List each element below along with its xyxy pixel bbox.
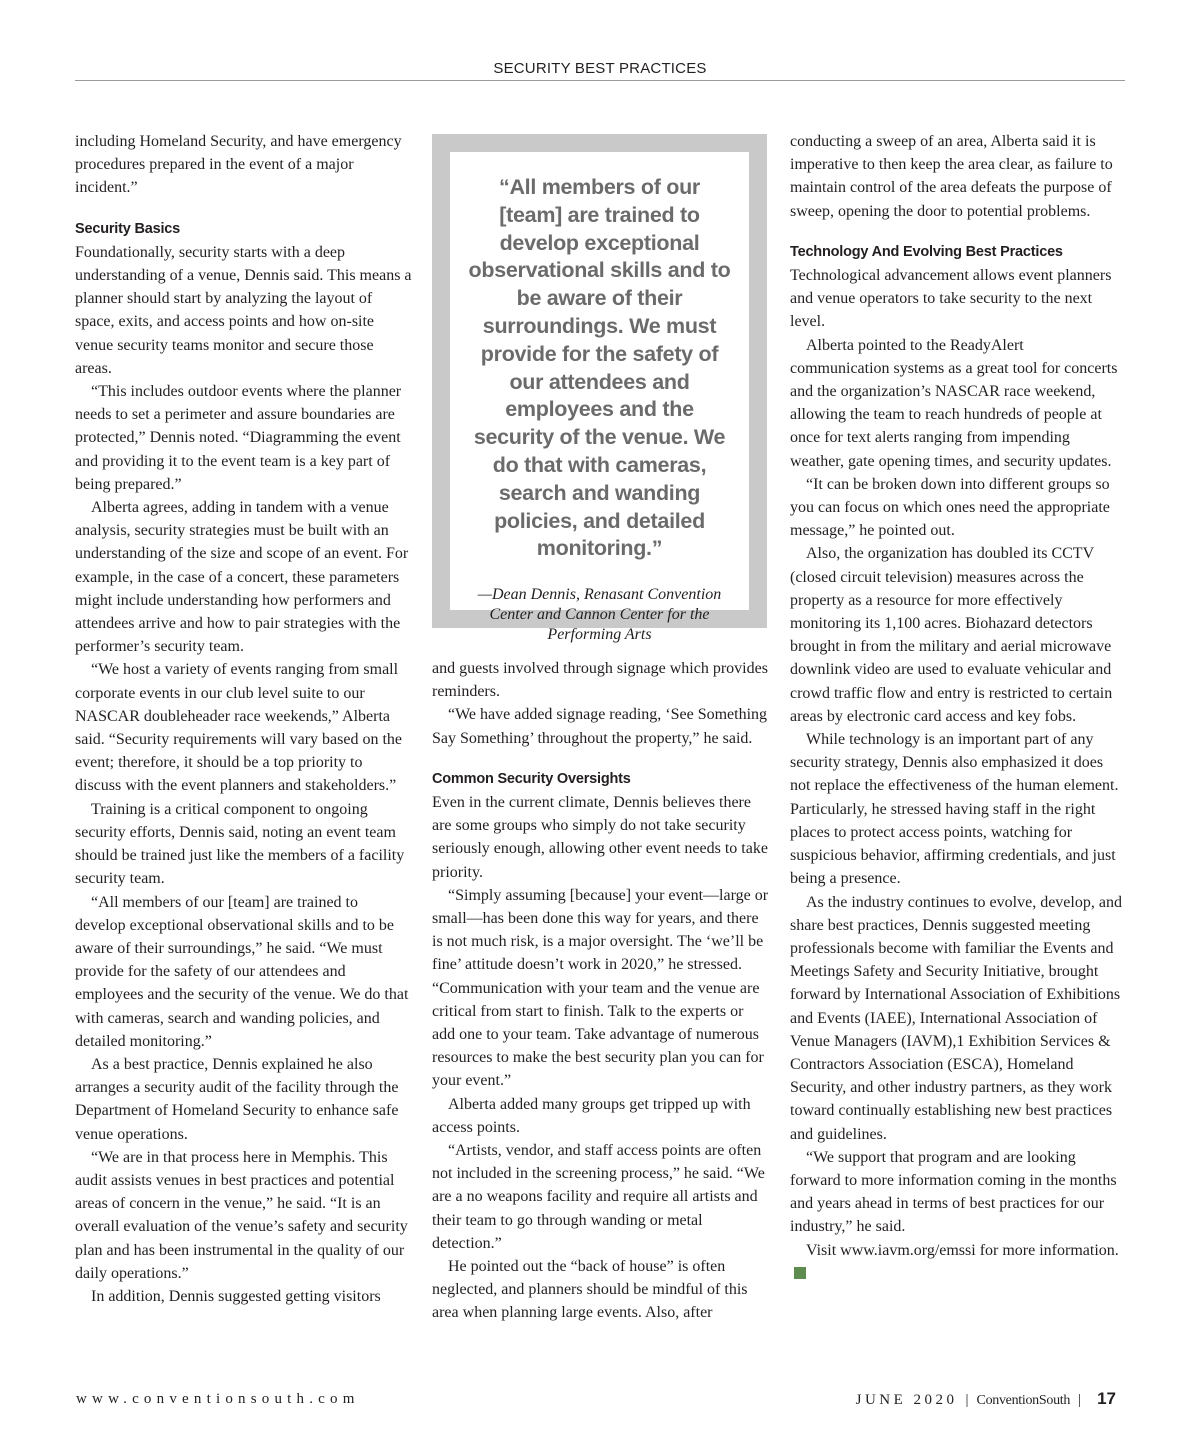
section-heading-security-basics: Security Basics [75,220,181,237]
footer-issue-date: JUNE 2020 [855,1392,958,1408]
paragraph: Alberta pointed to the ReadyAlert communication systems as a great tool for concerts and the organization’s NASCAR race weekend, allowing the team to reach hundreds of people at once for text alerts ranging from impending weather, gate opening times, and security updates. [790,336,1118,470]
paragraph: Training is a critical component to ongoing security efforts, Dennis said, noting an event team should be trained just like the members of a facility security team. [75,800,405,888]
paragraph: “Simply assuming [because] your event—large or small—has been done this way for years, and there is not much risk, is a major oversight. The ‘we’ll be fine’ attitude doesn’t work in 2020,” he stressed. “Communication with your team and the venue are critical from start to finish. Talk to the experts or add one to your team. Take advantage of numerous resources to make the best security plan you can for your event.” [432,886,769,1090]
article-column-3 [790,130,1127,1285]
paragraph: As a best practice, Dennis explained he also arranges a security audit of the facility through the Department of Homeland Security to enhance safe venue operations. [75,1055,399,1143]
end-of-article-square-icon [794,1267,806,1279]
footer-folio [856,1389,1116,1409]
section-heading-technology: Technology And Evolving Best Practices [790,243,1063,260]
footer-website-url: www.conventionsouth.com [76,1391,360,1407]
page-number: 17 [1097,1389,1116,1408]
pull-quote-text: “All members of our [team] are trained to develop exceptional observational skills and to be aware of their surroundings. We must provide for the safety of our attendees and employees and the security of the venue. We do that with cameras, search and wanding policies, and detailed monitoring.” [468,175,731,561]
paragraph: Alberta added many groups get tripped up with access points. [432,1095,751,1136]
paragraph: “We support that program and are looking forward to more information coming in the months and years ahead in terms of best practices for our industry,” he said. [790,1148,1117,1236]
paragraph: “We host a variety of events ranging from small corporate events in our club level suite to our NASCAR doubleheader race weekends,” Alberta said. “Security requirements will vary based on the event; therefore, it should be a top priority to discuss with the event planners and stakeholders.” [75,661,403,795]
paragraph: and guests involved through signage which provides reminders. [432,660,768,701]
paragraph-last [790,1239,1127,1285]
paragraph: “We are in that process here in Memphis. This audit assists venues in best practices and potential areas of concern in the venue,” he said. “It is an overall evaluation of the venue’s safety and security plan and has been instrumental in the quality of our daily operations.” [75,1148,408,1282]
paragraph: He pointed out the “back of house” is often neglected, and planners should be mindful of this area when planning large events. Also, after [432,1258,748,1322]
paragraph: Alberta agrees, adding in tandem with a venue analysis, security strategies must be built with an understanding of the size and scope of an event. For example, in the case of a concert, these parameters might include understanding how performers and attendees arrive and how to pair strategies with the performer’s security team. [75,499,409,656]
paragraph: “It can be broken down into different groups so you can focus on which ones need the appropriate message,” he pointed out. [790,475,1110,540]
paragraph: “This includes outdoor events where the planner needs to set a perimeter and assure boundaries are protected,” Dennis noted. “Diagramming the event and providing it to the event team is a key part of being prepared.” [75,383,402,493]
paragraph: “Artists, vendor, and staff access points are often not included in the screening process,” he said. “We are a no weapons facility and require all artists and their team to go through wanding or metal detection.” [432,1142,765,1252]
article-column-2 [432,657,769,1325]
pull-quote-box [432,134,767,644]
paragraph: conducting a sweep of an area, Alberta said it is imperative to then keep the area clear, as failure to maintain control of the area defeats the purpose of sweep, opening the door to potential problems. [790,133,1113,220]
paragraph: Even in the current climate, Dennis believes there are some groups who simply do not take security seriously enough, allowing other event needs to take priority. [432,794,768,881]
paragraph: In addition, Dennis suggested getting visitors [91,1287,381,1305]
pull-quote-attribution: —Dean Dennis, Renasant Convention Center and Cannon Center for the Performing Arts [477,586,722,644]
article-column-1 [75,130,412,1308]
section-heading-common-oversights: Common Security Oversights [432,770,631,787]
running-header: SECURITY BEST PRACTICES [75,60,1125,81]
paragraph: Foundationally, security starts with a deep understanding of a venue, Dennis said. This means a planner should start by analyzing the layout of space, exits, and access points and how on-site venue security teams monitor and secure those areas. [75,243,412,377]
paragraph: As the industry continues to evolve, develop, and share best practices, Dennis suggested meeting professionals become with familiar the Events and Meetings Safety and Security Initiative, brought forward by International Association of Exhibitions and Events (IAEE), International Association of Venue Managers (IAVM),1 Exhibition Services & Contractors Association (ESCA), Homeland Security, and other industry partners, as they work toward continually establishing new best practices and guidelines. [790,893,1122,1143]
footer-separator: | [1078,1392,1082,1408]
paragraph: Technological advancement allows event planners and venue operators to take security to the next level. [790,267,1112,331]
footer-separator: | [965,1392,969,1408]
paragraph: including Homeland Security, and have emergency procedures prepared in the event of a major incident.” [75,133,402,197]
closing-text: Visit www.iavm.org/emssi for more information. [806,1241,1119,1259]
pull-quote-inner [450,152,749,644]
paragraph: While technology is an important part of any security strategy, Dennis also emphasized it does not replace the effectiveness of the human element. Particularly, he stressed having staff in the right places to protect access points, watching for suspicious behavior, affirming credentials, and just being a presence. [790,731,1119,888]
paragraph: “All members of our [team] are trained to develop exceptional observational skills and to be aware of their surroundings,” he said. “We must provide for the safety of our attendees and employees and the security of the venue. We do that with cameras, search and wanding policies, and detailed monitoring.” [75,893,409,1050]
paragraph: Also, the organization has doubled its CCTV (closed circuit television) measures across the property as a resource for more effectively monitoring its 1,100 acres. Biohazard detectors brought in from the military and aerial microwave downlink video are used to evaluate vehicular and crowd traffic flow and entry is restricted to certain areas by electronic card access and key fobs. [790,545,1113,725]
footer-publication-name: ConventionSouth [976,1393,1071,1408]
paragraph: “We have added signage reading, ‘See Something Say Something’ throughout the property,” he said. [432,706,768,747]
